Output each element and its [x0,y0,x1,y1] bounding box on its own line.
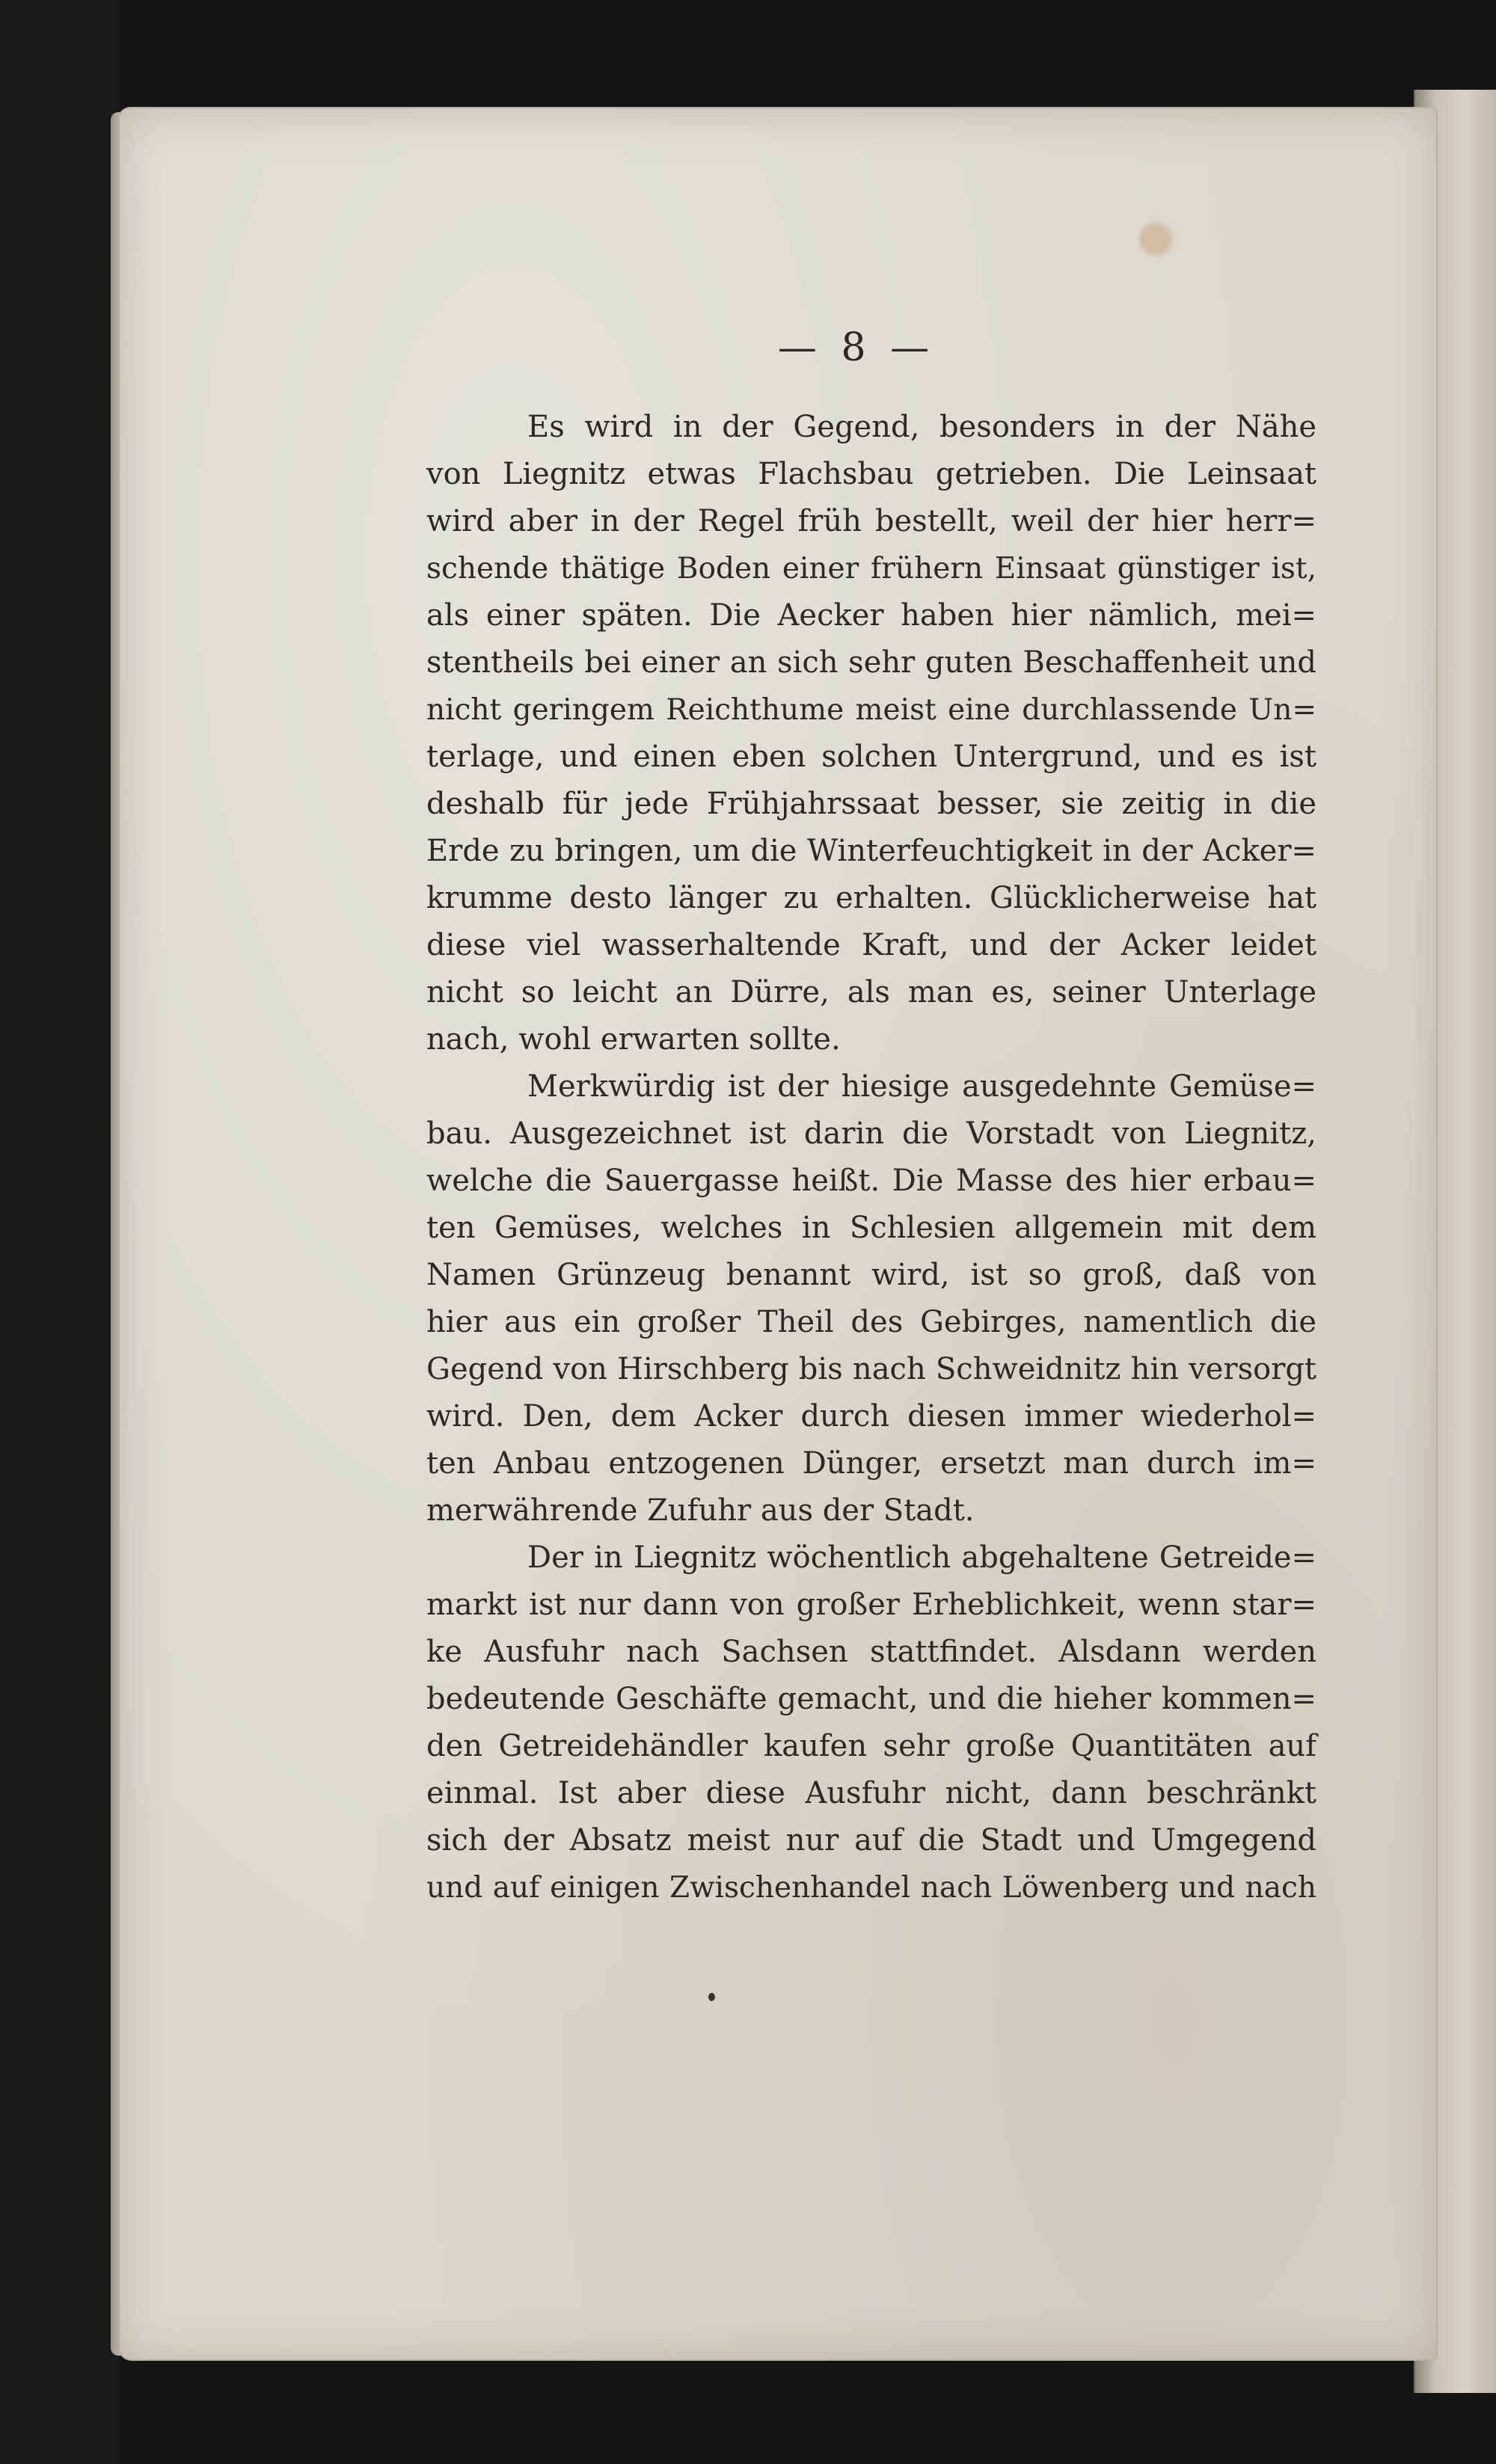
text-line: bau. Ausgezeichnet ist darin die Vorstadt von Liegnitz, [426,1116,1316,1151]
text-line: terlage, und einen eben solchen Untergrund, und es ist [426,740,1316,774]
text-line: deshalb für jede Frühjahrssaat besser, sie zeitig in die [426,787,1316,821]
page-number: — 8 — [777,325,936,370]
text-line: Es wird in der Gegend, besonders in der Nähe [527,410,1316,444]
text-line: ten Anbau entzogenen Dünger, ersetzt man durch im= [426,1446,1316,1481]
text-line: wird. Den, dem Acker durch diesen immer wiederhol= [426,1399,1316,1434]
text-line: welche die Sauergasse heißt. Die Masse des hier erbau= [426,1164,1316,1198]
text-line: Der in Liegnitz wöchentlich abgehaltene Getreide= [527,1540,1316,1575]
text-line: nicht so leicht an Dürre, als man es, seiner Unterlage [426,975,1316,1010]
text-line: stentheils bei einer an sich sehr guten Beschaffenheit und [426,645,1316,680]
ink-speck [708,1993,715,2001]
dark-background [0,0,120,2464]
text-line: wird aber in der Regel früh bestellt, weil der hier herr= [426,504,1316,538]
text-line: krumme desto länger zu erhalten. Glücklicherweise hat [426,881,1316,915]
text-line: diese viel wasserhaltende Kraft, und der Acker leidet [426,928,1316,962]
text-line: markt ist nur dann von großer Erheblichkeit, wenn star= [426,1588,1316,1622]
text-line: einmal. Ist aber diese Ausfuhr nicht, dann beschränkt [426,1776,1316,1810]
text-line: als einer späten. Die Aecker haben hier nämlich, mei= [426,598,1316,633]
text-line: schende thätige Boden einer frühern Einsaat günstiger ist, [426,552,1316,586]
text-line: ten Gemüses, welches in Schlesien allgemein mit dem [426,1211,1316,1245]
text-line: von Liegnitz etwas Flachsbau getrieben. Die Leinsaat [426,457,1316,491]
text-line: Namen Grünzeug benannt wird, ist so groß, daß von [426,1258,1316,1292]
text-line: hier aus ein großer Theil des Gebirges, namentlich die [426,1305,1316,1339]
text-line: nach, wohl erwarten sollte. [426,1022,841,1057]
text-line: und auf einigen Zwischenhandel nach Löwenberg und nach [426,1871,1316,1905]
body-text [426,404,1316,1911]
text-line: sich der Absatz meist nur auf die Stadt und Umgegend [426,1823,1316,1858]
text-line: Merkwürdig ist der hiesige ausgedehnte Gemüse= [527,1069,1316,1104]
text-line: bedeutende Geschäfte gemacht, und die hieher kommen= [426,1682,1316,1716]
text-line: Gegend von Hirschberg bis nach Schweidnitz hin versorgt [426,1352,1316,1386]
text-line: ke Ausfuhr nach Sachsen stattfindet. Alsdann werden [426,1635,1316,1669]
text-line: den Getreidehändler kaufen sehr große Quantitäten auf [426,1729,1316,1763]
text-line: merwährende Zufuhr aus der Stadt. [426,1493,975,1528]
text-line: nicht geringem Reichthume meist eine durchlassende Un= [426,693,1316,727]
text-line: Erde zu bringen, um die Winterfeuchtigkeit in der Acker= [426,834,1316,868]
